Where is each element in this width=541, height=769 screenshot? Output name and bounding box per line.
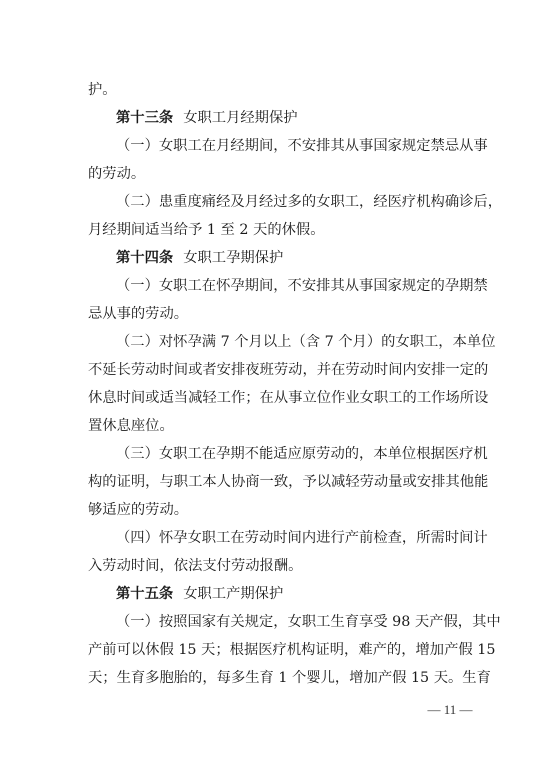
line-text: （四）怀孕女职工在劳动时间内进行产前检查，所需时间计 (116, 530, 488, 546)
document-body (88, 76, 503, 692)
line-text: 产前可以休假 15 天；根据医疗机构证明，难产的，增加产假 15 (88, 642, 496, 658)
article-heading-line (88, 580, 456, 608)
body-text-line (88, 552, 456, 580)
line-text: （三）女职工在孕期不能适应原劳动的，本单位根据医疗机 (116, 446, 488, 462)
body-text-line (88, 384, 489, 412)
article-subject: 女职工孕期保护 (183, 250, 284, 266)
article-heading-line (88, 104, 456, 132)
article-title: 第十四条 (116, 250, 174, 266)
line-text: 够适应的劳动。 (88, 502, 189, 518)
line-text: 的劳动。 (88, 166, 146, 182)
body-text-line (88, 440, 488, 468)
line-text: 不延长劳动时间或者安排夜班劳动，并在劳动时间内安排一定的 (88, 362, 489, 378)
body-text-line (88, 412, 456, 440)
line-text: （一）按照国家有关规定，女职工生育享受 98 天产假，其中 (116, 614, 501, 630)
body-text-line (88, 188, 503, 216)
line-text: 月经期间适当给予 1 至 2 天的休假。 (88, 222, 325, 238)
line-text: 休息时间或适当减轻工作；在从事立位作业女职工的工作场所设 (88, 390, 489, 406)
body-text-line (88, 468, 489, 496)
article-subject: 女职工产期保护 (183, 586, 284, 602)
body-text-line (88, 608, 501, 636)
line-text: 护。 (88, 82, 117, 98)
body-text-line (88, 664, 491, 692)
body-text-line (88, 636, 496, 664)
line-text: 置休息座位。 (88, 418, 174, 434)
line-text: 忌从事的劳动。 (88, 306, 189, 322)
body-text-line (88, 356, 489, 384)
line-text: 入劳动时间，依法支付劳动报酬。 (88, 558, 303, 574)
page-number: — 11 — (427, 702, 473, 717)
line-text: （二）对怀孕满 7 个月以上（含 7 个月）的女职工，本单位 (116, 334, 496, 350)
body-text-line (88, 132, 488, 160)
line-text: （二）患重度痛经及月经过多的女职工，经医疗机构确诊后， (116, 194, 503, 210)
body-text-line (88, 328, 496, 356)
line-text: 天；生育多胞胎的，每多生育 1 个婴儿，增加产假 15 天。生育 (88, 670, 491, 686)
line-text: （一）女职工在月经期间，不安排其从事国家规定禁忌从事 (116, 138, 488, 154)
line-text: 构的证明，与职工本人协商一致，予以减轻劳动量或安排其他能 (88, 474, 489, 490)
article-title: 第十三条 (116, 110, 174, 126)
body-text-line (88, 272, 488, 300)
body-text-line (88, 496, 456, 524)
body-text-line (88, 216, 456, 244)
article-heading-line (88, 244, 456, 272)
article-title: 第十五条 (116, 586, 174, 602)
body-text-line (88, 76, 456, 104)
article-subject: 女职工月经期保护 (183, 110, 298, 126)
body-text-line (88, 300, 456, 328)
body-text-line (88, 524, 488, 552)
line-text: （一）女职工在怀孕期间，不安排其从事国家规定的孕期禁 (116, 278, 488, 294)
body-text-line (88, 160, 456, 188)
